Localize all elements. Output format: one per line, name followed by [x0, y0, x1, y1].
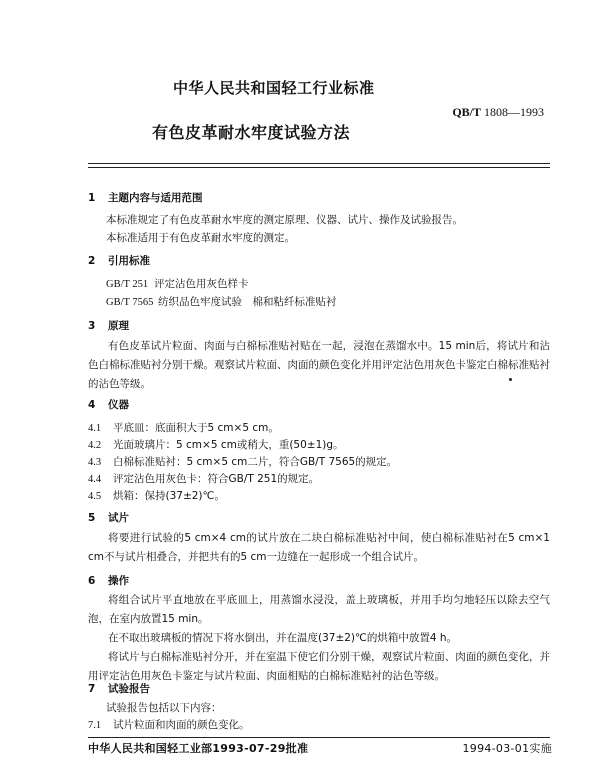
section-title: 主题内容与适用范围 — [108, 192, 203, 204]
paragraph: 有色皮革试片粒面、肉面与白棉标准贴衬贴在一起，浸泡在蒸馏水中。15 min后，将试片和沾色白棉标准贴衬分别干燥。观察试片粒面、肉面的颜色变化并用评定沾色用灰色卡鉴定白棉标准贴衬的沾色等级。 — [88, 340, 550, 390]
section-5-heading — [88, 510, 129, 525]
document-title: 有色皮革耐水牢度试验方法 — [152, 123, 351, 142]
item-text: 评定沾色用灰色卡：符合GB/T 251的规定。 — [113, 473, 320, 485]
effective-date: 1994-03-01实施 — [462, 742, 552, 755]
section-6-heading — [88, 573, 129, 588]
item-number: 4.2 — [88, 440, 102, 451]
item-text: 平底皿：底面积大于5 cm×5 cm。 — [113, 422, 279, 434]
section-number: 7 — [88, 683, 96, 695]
footer-divider — [88, 737, 550, 738]
standard-prefix: QB/T — [452, 105, 481, 119]
section-5-body — [88, 529, 550, 567]
section-3-body — [88, 337, 550, 394]
reference-code: GB/T 7565 — [106, 297, 154, 308]
section-title: 仪器 — [108, 399, 129, 411]
list-item — [88, 437, 344, 452]
item-text: 试片粒面和肉面的颜色变化。 — [113, 719, 250, 731]
section-title: 试片 — [108, 512, 129, 524]
standard-number — [452, 105, 544, 120]
section-number: 1 — [88, 192, 96, 204]
section-6-body — [88, 591, 550, 686]
item-text: 烘箱：保持(37±2)℃。 — [113, 490, 225, 502]
list-item — [88, 420, 279, 435]
paragraph: 本标准适用于有色皮革耐水牢度的测定。 — [106, 232, 295, 244]
reference-name: 评定沾色用灰色样卡 — [154, 278, 249, 290]
paragraph: 本标准规定了有色皮革耐水牢度的测定原理、仪器、试片、操作及试验报告。 — [106, 214, 463, 226]
paragraph: 将要进行试验的5 cm×4 cm的试片放在二块白棉标准贴衬中间，使白棉标准贴衬在5 cm×1 cm不与试片相叠合，并把共有的5 cm一边缝在一起形成一个组合试片。 — [88, 532, 550, 563]
item-number: 7.1 — [88, 720, 102, 731]
list-item — [88, 717, 250, 732]
list-item — [88, 471, 319, 486]
issuing-authority: 中华人民共和国轻工行业标准 — [173, 79, 375, 97]
paragraph: 将组合试片平直地放在平底皿上，用蒸馏水浸没，盖上玻璃板，并用手均匀地轻压以除去空气泡，在室内放置15 min。 — [88, 594, 550, 625]
section-4-heading — [88, 397, 129, 412]
paragraph: 试验报告包括以下内容： — [106, 702, 222, 714]
paragraph: 将试片与白棉标准贴衬分开，并在室温下使它们分别干燥，观察试片粒面、肉面的颜色变化，并用评定沾色用灰色卡鉴定与试片粒面、肉面相贴的白棉标准贴衬的沾色等级。 — [88, 651, 550, 682]
section-title: 操作 — [108, 575, 129, 587]
section-title: 试验报告 — [108, 683, 150, 695]
approval-note: 中华人民共和国轻工业部1993-07-29批准 — [88, 742, 309, 755]
stray-dot — [509, 378, 512, 381]
item-number: 4.5 — [88, 491, 102, 502]
item-number: 4.3 — [88, 457, 102, 468]
section-number: 4 — [88, 399, 96, 411]
standard-code: 1808—1993 — [484, 105, 544, 119]
section-title: 原理 — [108, 320, 129, 332]
item-number: 4.1 — [88, 423, 102, 434]
reference-item — [106, 294, 337, 309]
section-title: 引用标准 — [108, 255, 150, 267]
section-number: 3 — [88, 320, 96, 332]
item-text: 光面玻璃片：5 cm×5 cm或稍大，重(50±1)g。 — [113, 439, 344, 451]
reference-item — [106, 276, 249, 291]
reference-code: GB/T 251 — [106, 279, 149, 290]
item-text: 白棉标准贴衬：5 cm×5 cm二片，符合GB/T 7565的规定。 — [113, 456, 398, 468]
list-item — [88, 488, 225, 503]
section-number: 2 — [88, 255, 96, 267]
header-divider-thin — [88, 167, 550, 168]
section-1-heading — [88, 190, 203, 205]
section-number: 5 — [88, 512, 96, 524]
item-number: 4.4 — [88, 474, 102, 485]
section-number: 6 — [88, 575, 96, 587]
section-3-heading — [88, 318, 129, 333]
reference-name: 纺织品色牢度试验 棉和粘纤标准贴衬 — [158, 296, 337, 308]
section-7-heading — [88, 681, 150, 696]
header-divider — [88, 163, 550, 164]
section-2-heading — [88, 253, 150, 268]
paragraph: 在不取出玻璃板的情况下将水倒出，并在温度(37±2)℃的烘箱中放置4 h。 — [108, 632, 457, 644]
list-item — [88, 454, 397, 469]
